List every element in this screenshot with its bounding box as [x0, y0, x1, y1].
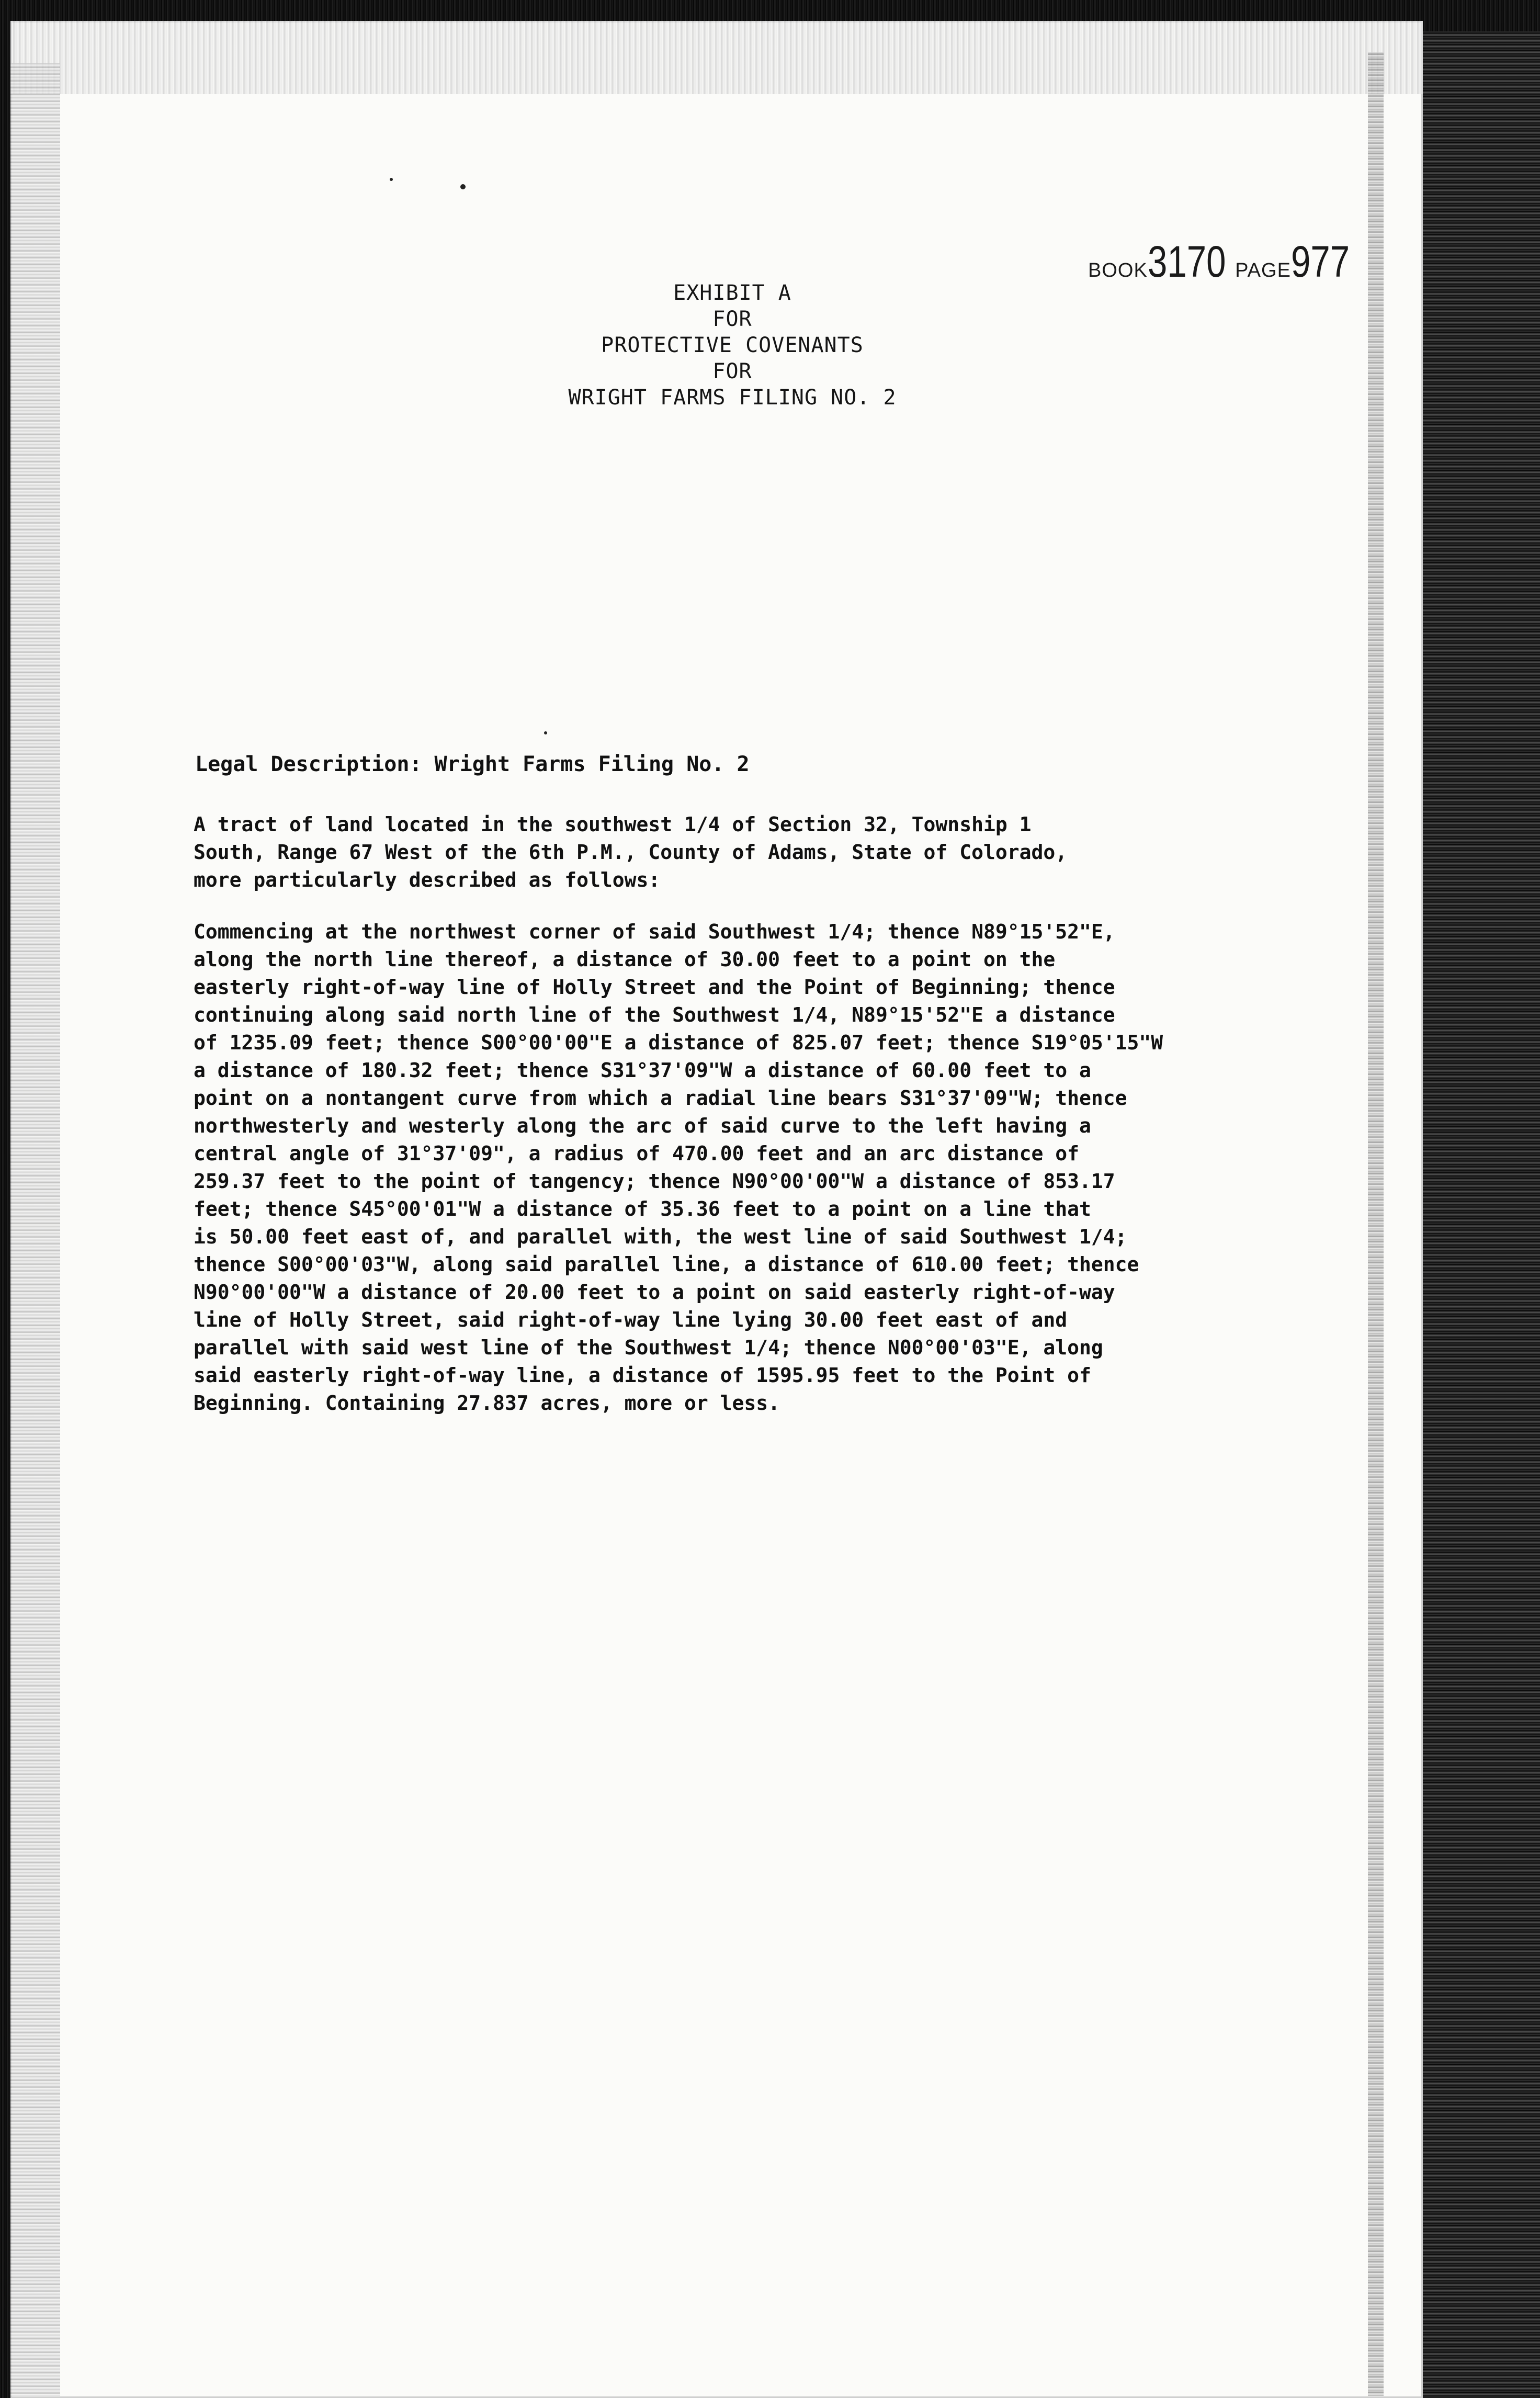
scan-speck: [544, 731, 547, 734]
text-line: line of Holly Street, said right-of-way line lying 30.00 feet east of and: [194, 1308, 1068, 1331]
book-label: BOOK: [1088, 259, 1148, 281]
text-line: A tract of land located in the southwest 1/4 of Section 32, Township 1: [194, 813, 1032, 836]
text-line: Commencing at the northwest corner of said Southwest 1/4; thence N89°15'52"E,: [194, 920, 1115, 943]
title-line: WRIGHT FARMS FILING NO. 2: [568, 386, 897, 410]
text-line: of 1235.09 feet; thence S00°00'00"E a distance of 825.07 feet; thence S19°05'15"W: [194, 1031, 1163, 1054]
page-top-noise: [10, 21, 1423, 94]
exhibit-title: [471, 280, 994, 411]
text-line: South, Range 67 West of the 6th P.M., County of Adams, State of Colorado,: [194, 841, 1068, 864]
text-line: a distance of 180.32 feet; thence S31°37'09"W a distance of 60.00 feet to a: [194, 1059, 1091, 1082]
title-line: PROTECTIVE COVENANTS: [601, 333, 864, 357]
page-right-fold: [1368, 52, 1384, 2396]
text-line: northwesterly and westerly along the arc of said curve to the left having a: [194, 1114, 1091, 1137]
description-paragraph: [194, 918, 1303, 1417]
tract-paragraph: [194, 811, 1303, 894]
book-number: 3170: [1147, 237, 1226, 286]
text-line: 259.37 feet to the point of tangency; thence N90°00'00"W a distance of 853.17: [194, 1170, 1115, 1193]
text-line: N90°00'00"W a distance of 20.00 feet to a point on said easterly right-of-way: [194, 1281, 1115, 1304]
scanner-right-edge: [1407, 31, 1540, 2398]
text-line: Beginning. Containing 27.837 acres, more or less.: [194, 1392, 780, 1415]
text-line: point on a nontangent curve from which a radial line bears S31°37'09"W; thence: [194, 1087, 1127, 1110]
text-line: is 50.00 feet east of, and parallel with, the west line of said Southwest 1/4;: [194, 1225, 1127, 1248]
recording-stamp: [1088, 236, 1360, 294]
text-line: easterly right-of-way line of Holly Street and the Point of Beginning; thence: [194, 976, 1115, 999]
title-line: EXHIBIT A: [673, 281, 791, 305]
text-line: said easterly right-of-way line, a distance of 1595.95 feet to the Point of: [194, 1364, 1091, 1387]
scan-speck: [390, 178, 393, 181]
page-label: PAGE: [1235, 259, 1291, 281]
text-line: feet; thence S45°00'01"W a distance of 35.36 feet to a point on a line that: [194, 1197, 1091, 1220]
text-line: thence S00°00'03"W, along said parallel line, a distance of 610.00 feet; thence: [194, 1253, 1139, 1276]
text-line: along the north line thereof, a distance of 30.00 feet to a point on the: [194, 948, 1056, 971]
text-line: more particularly described as follows:: [194, 868, 661, 891]
text-line: central angle of 31°37'09", a radius of 470.00 feet and an arc distance of: [194, 1142, 1079, 1165]
page-left-margin-noise: [10, 63, 60, 2396]
page-number: 977: [1290, 237, 1350, 286]
title-line: FOR: [712, 359, 752, 383]
text-line: continuing along said north line of the Southwest 1/4, N89°15'52"E a distance: [194, 1003, 1115, 1026]
text-line: parallel with said west line of the Southwest 1/4; thence N00°00'03"E, along: [194, 1336, 1103, 1359]
legal-description-heading: Legal Description: Wright Farms Filing No. 2: [195, 752, 750, 776]
title-line: FOR: [712, 307, 752, 331]
scan-speck: [460, 184, 466, 189]
